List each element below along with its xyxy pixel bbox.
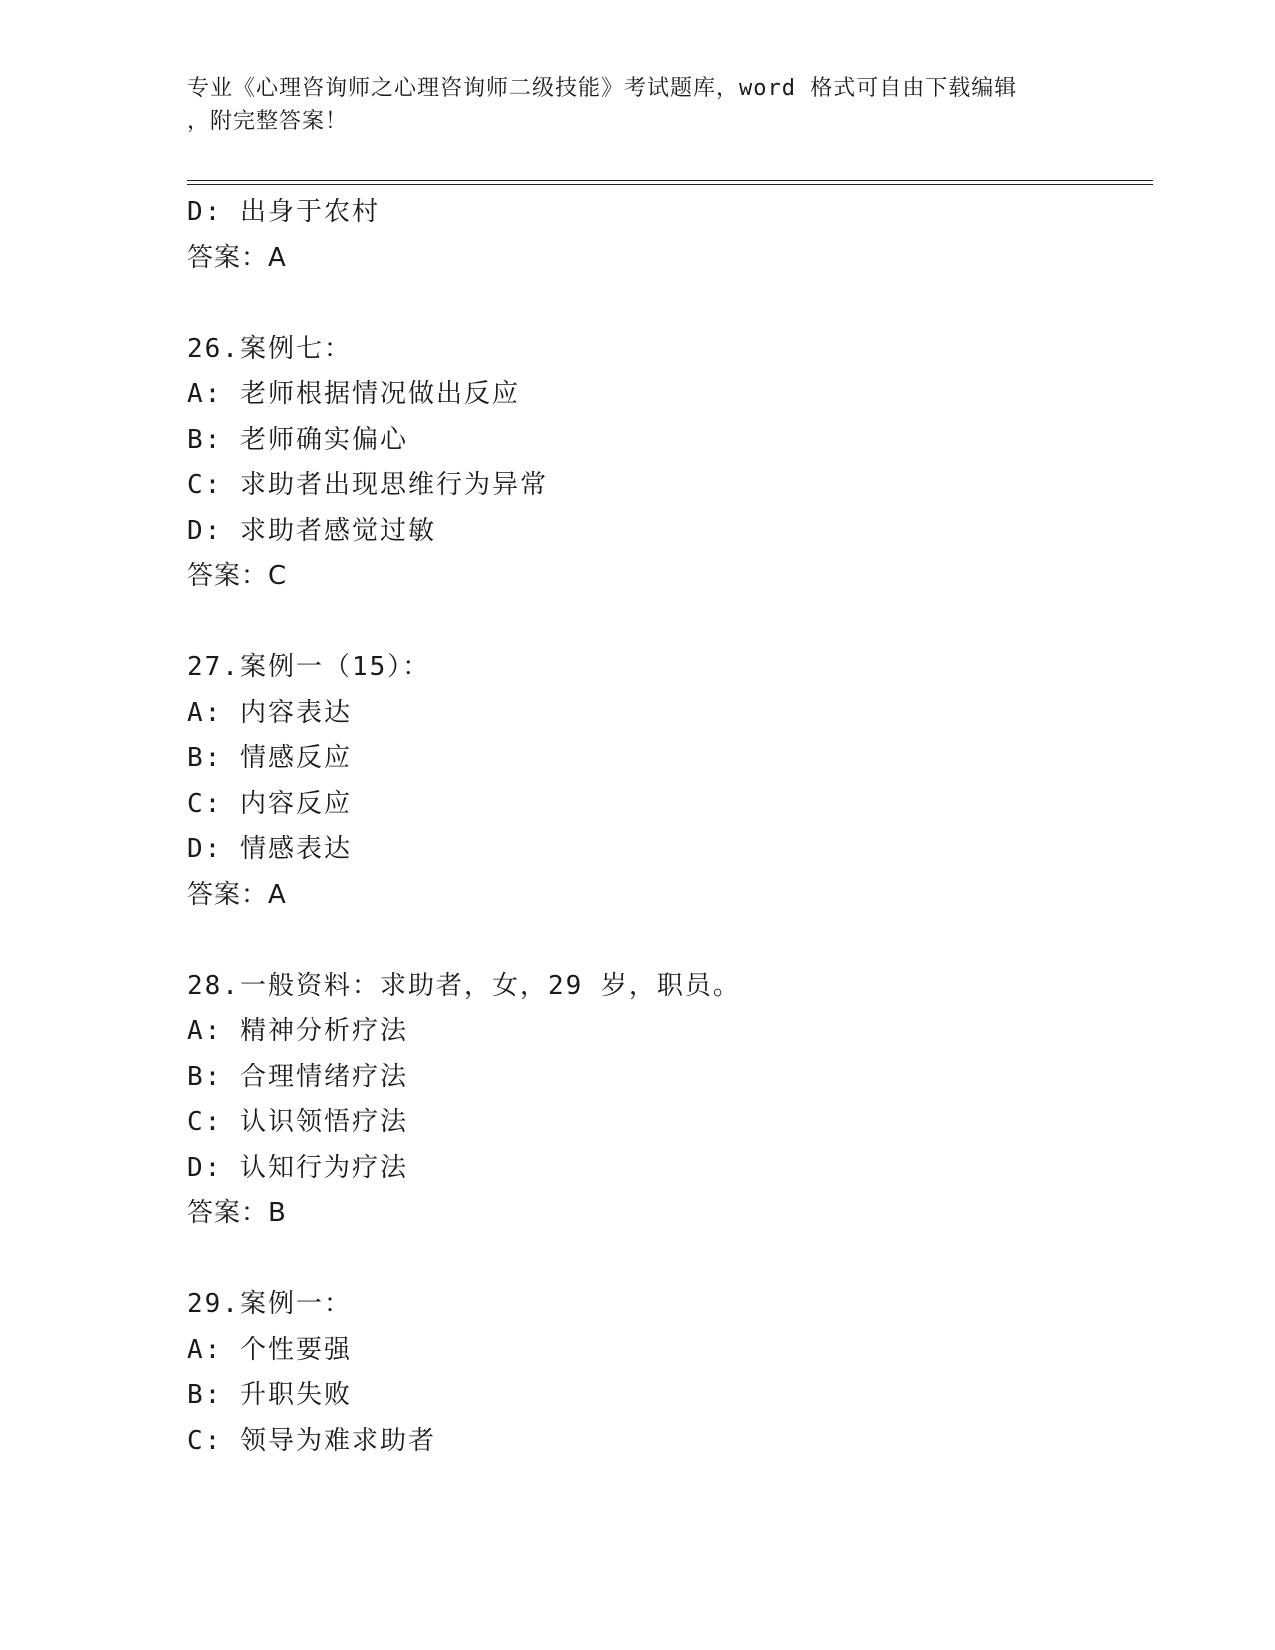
answer-line: 答案：B xyxy=(187,1198,287,1228)
document-header xyxy=(187,72,1077,138)
option-d: D: 求助者感觉过敏 xyxy=(187,515,436,546)
spacer xyxy=(187,281,1147,327)
header-divider-top xyxy=(187,180,1153,181)
option-a: A: 内容表达 xyxy=(187,697,352,728)
header-line-2: ，附完整答案！ xyxy=(187,109,349,134)
option-a: A: 个性要强 xyxy=(187,1334,352,1365)
answer-line: 答案：A xyxy=(187,879,287,910)
spacer xyxy=(187,1237,1147,1283)
option-d: D: 出身于农村 xyxy=(187,197,380,227)
option-a: A: 老师根据情况做出反应 xyxy=(187,379,520,409)
question-content xyxy=(187,190,1147,1464)
question-28 xyxy=(187,964,1147,1237)
question-title: 27.案例一（15）： xyxy=(187,652,431,682)
option-c: C: 内容反应 xyxy=(187,788,352,819)
option-b: B: 情感反应 xyxy=(187,743,352,773)
question-29 xyxy=(187,1282,1147,1464)
question-27 xyxy=(187,645,1147,918)
option-b: B: 升职失败 xyxy=(187,1380,352,1410)
spacer xyxy=(187,918,1147,964)
question-title: 29.案例一： xyxy=(187,1289,352,1319)
previous-question-tail xyxy=(187,190,1147,281)
answer-line: 答案：C xyxy=(187,561,288,591)
question-title: 28.一般资料：求助者，女，29 岁，职员。 xyxy=(187,970,741,1001)
question-26 xyxy=(187,327,1147,600)
question-title: 26.案例七： xyxy=(187,333,352,364)
spacer xyxy=(187,600,1147,646)
option-b: B: 合理情绪疗法 xyxy=(187,1061,408,1092)
option-c: C: 求助者出现思维行为异常 xyxy=(187,470,548,500)
option-c: C: 认识领悟疗法 xyxy=(187,1107,408,1137)
header-divider-bottom xyxy=(187,184,1153,185)
option-c: C: 领导为难求助者 xyxy=(187,1425,436,1456)
answer-line: 答案：A xyxy=(187,242,287,273)
option-a: A: 精神分析疗法 xyxy=(187,1016,408,1046)
option-d: D: 认知行为疗法 xyxy=(187,1152,408,1183)
option-b: B: 老师确实偏心 xyxy=(187,424,408,455)
header-line-1: 专业《心理咨询师之心理咨询师二级技能》考试题库，word 格式可自由下载编辑 xyxy=(187,76,1018,101)
option-d: D: 情感表达 xyxy=(187,834,352,864)
